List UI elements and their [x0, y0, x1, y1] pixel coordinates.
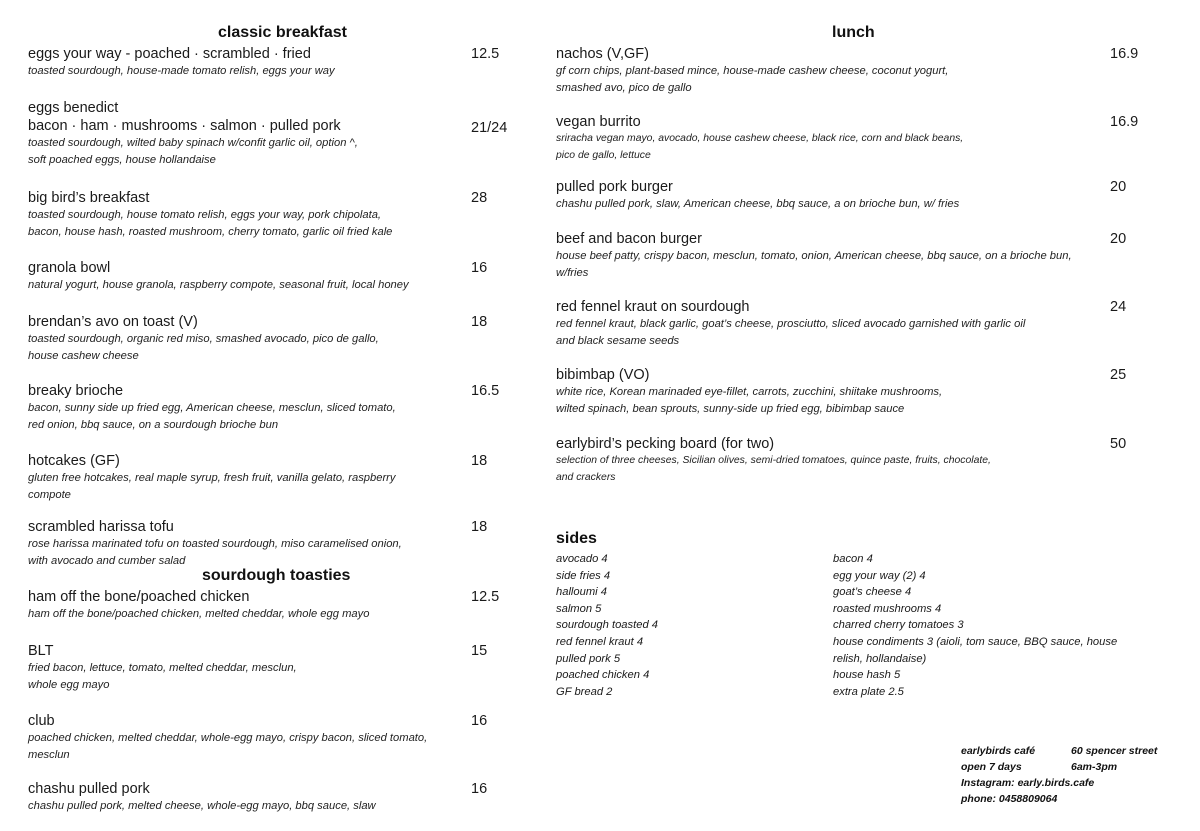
item-name: scrambled harissa tofu [28, 519, 174, 535]
item-price: 12.5 [471, 589, 500, 605]
cafe-address: 60 spencer street [1071, 745, 1158, 757]
menu-item [556, 435, 1146, 486]
item-name: big bird’s breakfast [28, 190, 150, 206]
item-price: 16 [471, 781, 488, 797]
side-item: GF bread 2 [556, 685, 613, 698]
item-name: eggs your way - poached · scrambled · fried [28, 46, 311, 62]
side-item: house condiments 3 (aioli, tom sauce, BBQ sauce, house [833, 635, 1118, 648]
item-name: BLT [28, 643, 54, 659]
cafe-days: open 7 days [961, 761, 1022, 773]
item-description: chashu pulled pork, melted cheese, whole-egg mayo, bbq sauce, slaw [28, 800, 376, 812]
section-title-lunch: lunch [832, 24, 875, 41]
item-description: selection of three cheeses, Sicilian olives, semi-dried tomatoes, quince paste, fruits, chocolate, [556, 455, 991, 466]
side-item: side fries 4 [556, 569, 611, 582]
menu-item [28, 518, 488, 569]
item-price: 16 [471, 260, 488, 276]
item-name: pulled pork burger [556, 179, 673, 195]
side-item: relish, hollandaise) [833, 652, 927, 665]
section-title-classic-breakfast: classic breakfast [218, 24, 347, 41]
item-description: rose harissa marinated tofu on toasted sourdough, miso caramelised onion, [28, 538, 402, 550]
item-description: compote [28, 488, 71, 501]
item-description: and crackers [556, 471, 616, 483]
side-item: avocado 4 [556, 553, 608, 565]
menu-item [28, 189, 488, 240]
item-description: wilted spinach, bean sprouts, sunny-side up fried egg, bibimbap sauce [556, 402, 905, 415]
item-price: 18 [471, 453, 488, 469]
item-description: and black sesame seeds [556, 334, 680, 347]
sides-list-left [556, 551, 658, 700]
item-name: chashu pulled pork [28, 781, 150, 797]
item-price: 25 [1110, 367, 1127, 383]
menu-item [556, 178, 1146, 213]
side-item: salmon 5 [556, 602, 602, 615]
item-name: vegan burrito [556, 114, 641, 130]
side-item: sourdough toasted 4 [556, 619, 659, 632]
menu-item [556, 298, 1146, 349]
sides-list-right [833, 551, 1117, 700]
item-description: toasted sourdough, house tomato relish, eggs your way, pork chipolata, [28, 209, 382, 221]
item-price: 12.5 [471, 46, 500, 62]
side-item: roasted mushrooms 4 [833, 602, 942, 615]
menu-item [28, 99, 488, 168]
menu-item [28, 642, 488, 693]
item-price: 18 [471, 519, 488, 535]
cafe-info [961, 743, 1157, 807]
item-description: house cashew cheese [28, 349, 139, 362]
item-name: earlybird’s pecking board (for two) [556, 436, 775, 452]
item-description: sriracha vegan mayo, avocado, house cashew cheese, black rice, corn and black beans, [556, 133, 964, 144]
side-item: house hash 5 [833, 669, 901, 682]
item-description: chashu pulled pork, slaw, American cheese, bbq sauce, a on brioche bun, w/ fries [556, 198, 960, 210]
item-name: ham off the bone/poached chicken [28, 589, 250, 605]
menu-item [28, 259, 488, 294]
cafe-info-row [961, 759, 1157, 775]
menu-item [28, 712, 488, 763]
item-price: 28 [471, 190, 488, 206]
item-description: fried bacon, lettuce, tomato, melted cheddar, mesclun, [28, 662, 297, 674]
menu-item [28, 780, 488, 815]
item-name: brendan’s avo on toast (V) [28, 314, 198, 330]
side-item: red fennel kraut 4 [556, 635, 644, 648]
menu-item [556, 230, 1146, 281]
cafe-instagram: Instagram: early.birds.cafe [961, 777, 1095, 789]
item-name: breaky brioche [28, 383, 124, 399]
item-price: 24 [1110, 299, 1127, 315]
item-description: with avocado and cumber salad [28, 554, 186, 567]
menu-item [28, 588, 488, 623]
menu-item [556, 366, 1146, 417]
item-price: 20 [1110, 179, 1127, 195]
cafe-phone: phone: 0458809064 [961, 793, 1058, 805]
side-item: egg your way (2) 4 [833, 569, 926, 582]
item-description: gluten free hotcakes, real maple syrup, fresh fruit, vanilla gelato, raspberry [28, 472, 396, 484]
item-description: red onion, bbq sauce, on a sourdough brioche bun [28, 418, 279, 431]
side-item: charred cherry tomatoes 3 [833, 619, 964, 632]
item-name: hotcakes (GF) [28, 453, 120, 469]
item-price: 16.9 [1110, 114, 1139, 130]
item-description: natural yogurt, house granola, raspberry compote, seasonal fruit, local honey [28, 279, 409, 291]
item-description: smashed avo, pico de gallo [556, 81, 692, 94]
item-description: toasted sourdough, wilted baby spinach w/confit garlic oil, option ^, [28, 137, 358, 149]
section-title-sides: sides [556, 530, 597, 547]
item-description: gf corn chips, plant-based mince, house-made cashew cheese, coconut yogurt, [556, 65, 949, 77]
item-name: bibimbap (VO) [556, 367, 650, 383]
menu-item [556, 45, 1146, 96]
side-item: bacon 4 [833, 553, 873, 565]
item-price: 16 [471, 713, 488, 729]
item-name: granola bowl [28, 260, 111, 276]
cafe-hours: 6am-3pm [1071, 761, 1118, 773]
menu-item [556, 113, 1146, 164]
menu-item [28, 45, 488, 80]
item-price: 15 [471, 643, 488, 659]
cafe-name: earlybirds café [961, 745, 1036, 757]
item-name: nachos (V,GF) [556, 46, 649, 62]
side-item: pulled pork 5 [556, 652, 621, 665]
item-name: beef and bacon burger [556, 231, 702, 247]
side-item: poached chicken 4 [556, 669, 650, 682]
menu-item [28, 452, 488, 503]
item-price: 20 [1110, 231, 1127, 247]
item-price: 50 [1110, 436, 1127, 452]
side-item: extra plate 2.5 [833, 685, 904, 698]
item-options: bacon · ham · mushrooms · salmon · pulled pork [28, 118, 341, 134]
item-name: red fennel kraut on sourdough [556, 299, 750, 315]
item-description: soft poached eggs, house hollandaise [28, 153, 216, 166]
item-name: club [28, 713, 55, 729]
item-description: red fennel kraut, black garlic, goat’s cheese, prosciutto, sliced avocado garnished with garlic oil [556, 318, 1026, 330]
item-description: white rice, Korean marinaded eye-fillet, carrots, zucchini, shiitake mushrooms, [556, 386, 943, 398]
item-description: poached chicken, melted cheddar, whole-egg mayo, crispy bacon, sliced tomato, [28, 732, 428, 744]
item-description: ham off the bone/poached chicken, melted cheddar, whole egg mayo [28, 608, 370, 620]
item-description: house beef patty, crispy bacon, mesclun, tomato, onion, American cheese, bbq sauce, on a brioche bun, [556, 250, 1072, 262]
item-description: bacon, house hash, roasted mushroom, cherry tomato, garlic oil fried kale [28, 225, 393, 238]
item-description: toasted sourdough, house-made tomato relish, eggs your way [28, 65, 335, 77]
side-item: goat’s cheese 4 [833, 586, 912, 599]
item-description: whole egg mayo [28, 678, 110, 691]
item-description: toasted sourdough, organic red miso, smashed avocado, pico de gallo, [28, 333, 379, 345]
item-price: 16.5 [471, 383, 500, 399]
item-price: 18 [471, 314, 488, 330]
menu-item [28, 382, 488, 433]
cafe-info-row [961, 743, 1157, 759]
menu-item [28, 313, 488, 364]
item-description: w/fries [556, 266, 589, 279]
side-item: halloumi 4 [556, 586, 607, 599]
item-description: pico de gallo, lettuce [556, 149, 651, 161]
item-description: mesclun [28, 748, 70, 761]
item-description: bacon, sunny side up fried egg, American cheese, mesclun, sliced tomato, [28, 402, 396, 414]
section-title-sourdough-toasties: sourdough toasties [202, 567, 351, 584]
item-price: 16.9 [1110, 46, 1139, 62]
item-name: eggs benedict [28, 100, 119, 116]
item-price: 21/24 [471, 120, 508, 136]
